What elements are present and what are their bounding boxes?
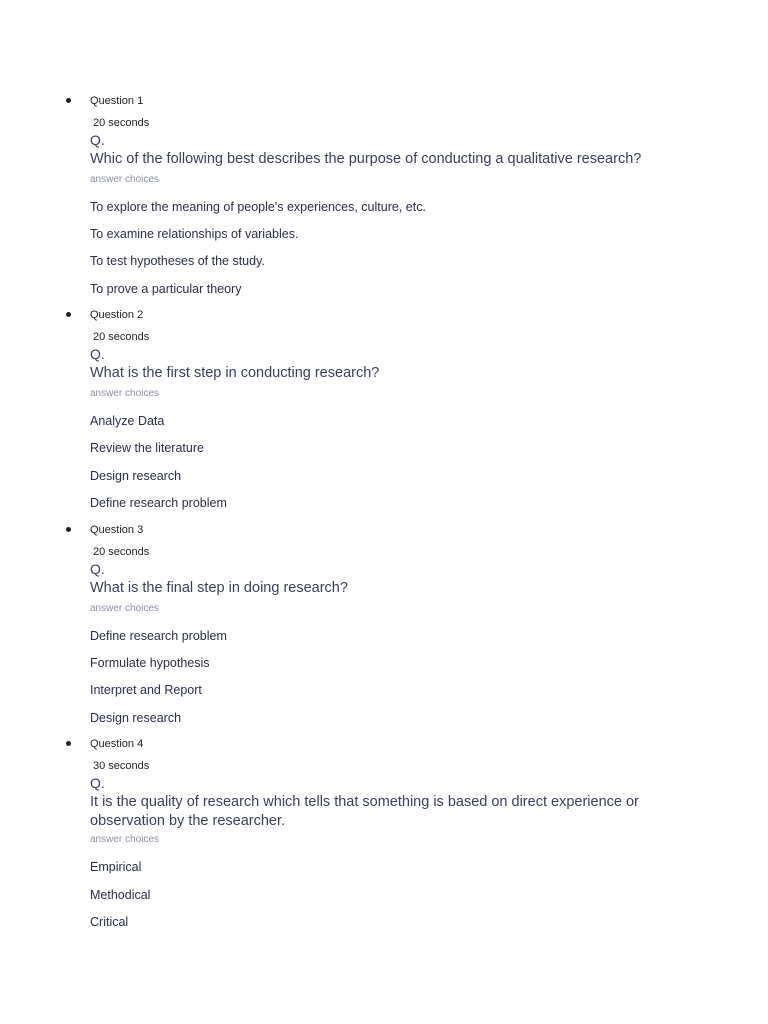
answer-choice[interactable]: Analyze Data: [90, 414, 165, 428]
question-label: Question 3: [90, 524, 144, 536]
answer-choice[interactable]: Interpret and Report: [90, 683, 202, 697]
answer-choice[interactable]: Formulate hypothesis: [90, 656, 210, 670]
question-text: What is the final step in doing research?: [90, 580, 348, 596]
answer-choice[interactable]: To explore the meaning of people's experiences, culture, etc.: [90, 200, 426, 214]
answer-choice[interactable]: Review the literature: [90, 441, 204, 455]
bullet-icon: [66, 741, 71, 746]
question-prefix: Q.: [90, 775, 105, 791]
question-label: Question 1: [90, 95, 144, 107]
answer-choice[interactable]: To test hypotheses of the study.: [90, 254, 265, 268]
question-prefix: Q.: [90, 346, 105, 362]
answer-choices-heading: answer choices: [90, 388, 159, 399]
answer-choice[interactable]: Design research: [90, 711, 182, 725]
answer-choice[interactable]: Define research problem: [90, 496, 227, 510]
answer-choice[interactable]: Empirical: [90, 860, 142, 874]
question-time: 20 seconds: [93, 117, 150, 129]
bullet-icon: [66, 312, 71, 317]
question-label: Question 4: [90, 738, 144, 750]
answer-choices-heading: answer choices: [90, 174, 159, 185]
answer-choice[interactable]: Critical: [90, 915, 129, 929]
answer-choices-heading: answer choices: [90, 603, 159, 614]
question-text: It is the quality of research which tells that something is based on direct experience or observation by the researcher.: [90, 794, 639, 829]
answer-choices-heading: answer choices: [90, 834, 159, 845]
question-text: What is the first step in conducting research?: [90, 365, 380, 381]
answer-choice[interactable]: To examine relationships of variables.: [90, 227, 299, 241]
question-text: Whic of the following best describes the purpose of conducting a qualitative research?: [90, 151, 642, 167]
answer-choice[interactable]: Design research: [90, 469, 182, 483]
question-time: 20 seconds: [93, 546, 150, 558]
answer-choice[interactable]: Methodical: [90, 888, 151, 902]
bullet-icon: [66, 527, 71, 532]
bullet-icon: [66, 98, 71, 103]
question-label: Question 2: [90, 309, 144, 321]
answer-choice[interactable]: Define research problem: [90, 629, 227, 643]
question-time: 20 seconds: [93, 331, 150, 343]
answer-choice[interactable]: To prove a particular theory: [90, 282, 242, 296]
question-prefix: Q.: [90, 561, 105, 577]
question-time: 30 seconds: [93, 760, 150, 772]
question-prefix: Q.: [90, 132, 105, 148]
